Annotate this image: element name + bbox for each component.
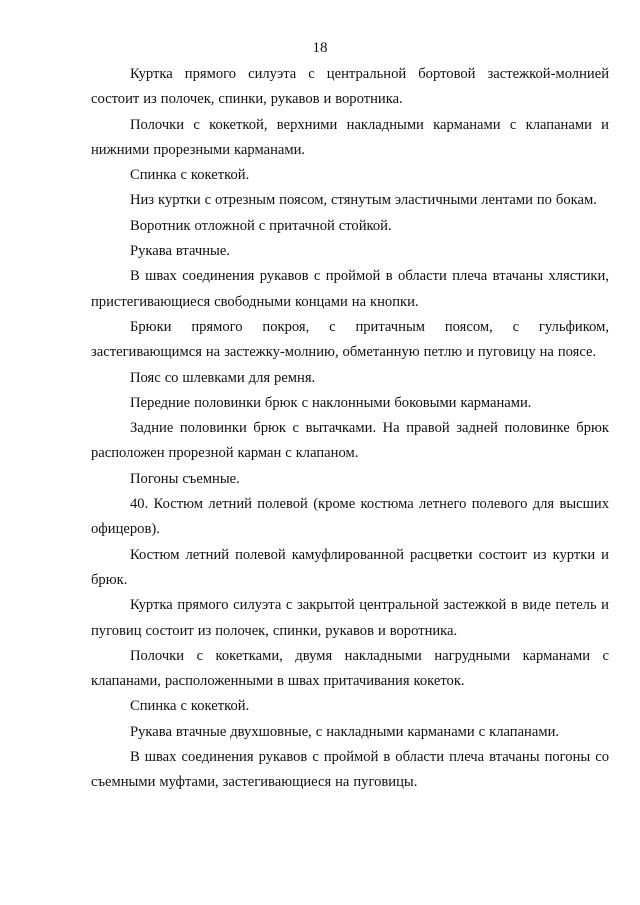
paragraph: Куртка прямого силуэта с центральной бортовой застежкой-молнией состоит из полочек, спинки, рукавов и воротника. — [91, 66, 609, 108]
page-number: 18 — [312, 40, 328, 56]
section-heading-paragraph: 40. Костюм летний полевой (кроме костюма летнего полевого для высших офицеров). — [91, 496, 609, 538]
paragraph: Рукава втачные двухшовные, с накладными карманами с клапанами. — [130, 723, 560, 740]
paragraph: Воротник отложной с притачной стойкой. — [130, 217, 392, 234]
paragraph: Брюки прямого покроя, с притачным поясом, с гульфиком, застегивающимся на застежку-молнию, обметанную петлю и пуговицу на поясе. — [91, 318, 609, 361]
paragraph: Костюм летний полевой камуфлированной расцветки состоит из куртки и брюк. — [91, 546, 609, 588]
paragraph: Спинка с кокеткой. — [130, 167, 250, 184]
paragraph: Полочки с кокетками, двумя накладными нагрудными карманами с клапанами, расположенными в швах притачивания кокеток. — [91, 647, 609, 690]
paragraph: Низ куртки с отрезным поясом, стянутым эластичными лентами по бокам. — [130, 192, 597, 209]
paragraph: Рукава втачные. — [130, 243, 230, 260]
paragraph: Передние половинки брюк с наклонными боковыми карманами. — [130, 394, 532, 411]
paragraph: Погоны съемные. — [130, 470, 240, 487]
paragraph: В швах соединения рукавов с проймой в области плеча втачаны хлястики, пристегивающиеся свободными концами на кнопки. — [91, 268, 609, 310]
paragraph: В швах соединения рукавов с проймой в области плеча втачаны погоны со съемными муфтами, застегивающиеся на пуговицы. — [91, 749, 609, 791]
paragraph: Полочки с кокеткой, верхними накладными карманами с клапанами и нижними прорезными карманами. — [91, 116, 609, 158]
document-body — [91, 62, 609, 796]
paragraph: Куртка прямого силуэта с закрытой центральной застежкой в виде петель и пуговиц состоит из полочек, спинки, рукавов и воротника. — [91, 597, 609, 639]
paragraph: Спинка с кокеткой. — [130, 698, 250, 715]
paragraph: Задние половинки брюк с вытачками. На правой задней половинке брюк расположен прорезной карман с клапаном. — [91, 420, 609, 462]
paragraph: Пояс со шлевками для ремня. — [130, 369, 316, 386]
